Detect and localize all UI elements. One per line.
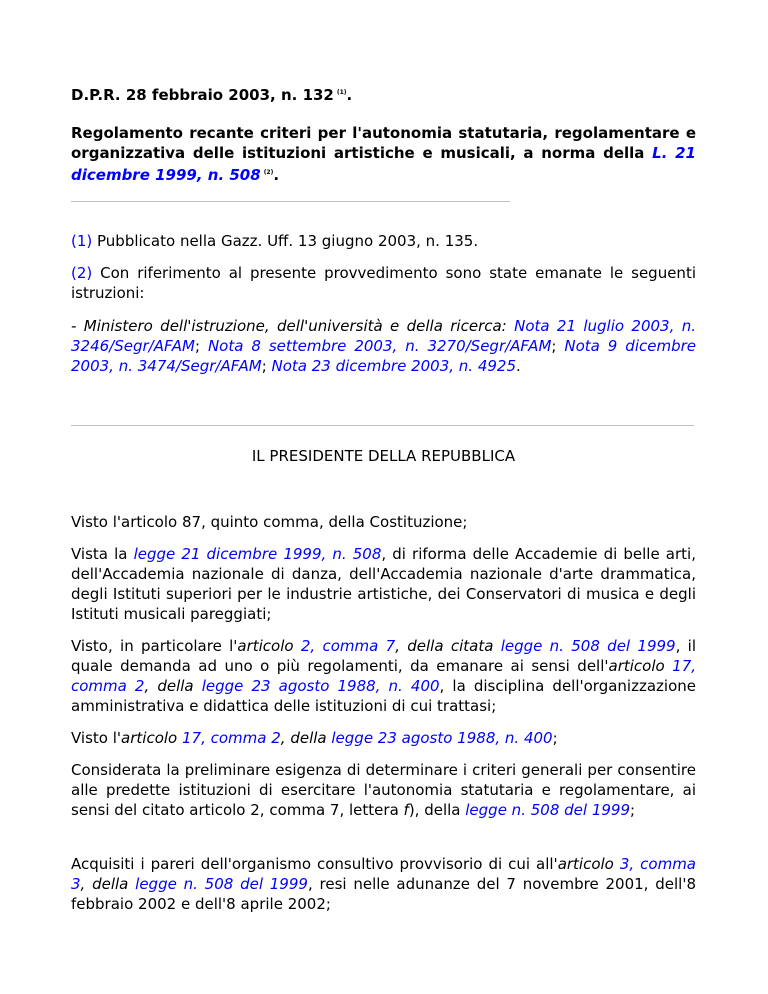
note-1: (1) Pubblicato nella Gazz. Uff. 13 giugno 2003, n. 135.: [71, 232, 479, 250]
footnote-ref-2[interactable]: (2): [263, 169, 274, 176]
paragraph-3: Visto, in particolare l'articolo 2, comma 7, della citata legge n. 508 del 1999, il quale demanda ad uno o più regolamenti, da emanare ai sensi dell'articolo 17, comma 2, della legge 23 agosto 1988, n. 400, la disciplina dell'organizzazione amministrativa e didattica delle istituzioni di cui trattasi;: [71, 637, 697, 715]
note-2-instructions: - Ministero dell'istruzione, dell'università e della ricerca: Nota 21 luglio 2003, n. 3246/Segr/AFAM; Nota 8 settembre 2003, n. 3270/Segr/AFAM; Nota 9 dicembre 2003, n. 3474/Segr/AFAM; Nota 23 dicembre 2003, n. 4925.: [71, 317, 696, 375]
p3-law-link-2[interactable]: legge 23 agosto 1988, n. 400: [201, 677, 440, 695]
note-2-marker[interactable]: (2): [71, 264, 93, 282]
p4-law-link[interactable]: legge 23 agosto 1988, n. 400: [331, 729, 553, 747]
note-2: (2) Con riferimento al presente provvedimento sono state emanate le seguenti istruzioni:: [71, 264, 696, 302]
law-link-l508[interactable]: L. 21 dicembre 1999, n. 508: [71, 144, 696, 184]
p2-law-link[interactable]: legge 21 dicembre 1999, n. 508: [133, 545, 382, 563]
document-title: D.P.R. 28 febbraio 2003, n. 132 $^{(1)}$.: [71, 86, 353, 104]
paragraph-4: Visto l'articolo 17, comma 2, della legge 23 agosto 1988, n. 400;: [71, 729, 558, 747]
nota-link-3[interactable]: Nota 9 dicembre 2003, n. 3474/Segr/AFAM: [71, 337, 696, 375]
nota-link-2[interactable]: Nota 8 settembre 2003, n. 3270/Segr/AFAM: [207, 337, 552, 355]
p4-article-link[interactable]: 17, comma 2: [182, 729, 281, 747]
document-subtitle: Regolamento recante criteri per l'autonomia statutaria, regolamentare e organizzativa delle istituzioni artistiche e musicali, a norma della L. 21 dicembre 1999, n. 508 $^{(2)}$.: [71, 124, 696, 184]
paragraph-6: Acquisiti i pareri dell'organismo consultivo provvisorio di cui all'articolo 3, comma 3, della legge n. 508 del 1999, resi nelle adunanze del 7 novembre 2001, dell'8 febbraio 2002 e dell'8 aprile 2002;: [71, 855, 696, 913]
p3-article-link-2[interactable]: 17, comma 2: [71, 657, 697, 695]
p3-law-link-1[interactable]: legge n. 508 del 1999: [500, 637, 676, 655]
p3-article-link-1[interactable]: 2, comma 7: [300, 637, 396, 655]
nota-link-4[interactable]: Nota 23 dicembre 2003, n. 4925: [271, 357, 516, 375]
p6-article-link[interactable]: 3, comma 3: [71, 855, 696, 893]
divider-top: [71, 201, 510, 202]
nota-link-1[interactable]: Nota 21 luglio 2003, n. 3246/Segr/AFAM: [71, 317, 696, 355]
section-heading: IL PRESIDENTE DELLA REPUBBLICA: [251, 447, 516, 465]
p5-law-link[interactable]: legge n. 508 del 1999: [465, 801, 630, 819]
p6-law-link[interactable]: legge n. 508 del 1999: [135, 875, 308, 893]
paragraph-5: Considerata la preliminare esigenza di determinare i criteri generali per consentire alle predette istituzioni di esercitare l'autonomia statutaria e regolamentare, ai sensi del citato articolo 2, comma 7, lettera f), della legge n. 508 del 1999;: [71, 761, 696, 819]
footnote-ref-1[interactable]: (1): [336, 89, 347, 96]
divider-middle: [71, 425, 694, 426]
paragraph-1: Visto l'articolo 87, quinto comma, della Costituzione;: [71, 513, 468, 531]
paragraph-2: Vista la legge 21 dicembre 1999, n. 508, di riforma delle Accademie di belle arti, dell'Accademia nazionale di danza, dell'Accademia nazionale d'arte drammatica, degli Istituti superiori per le industrie artistiche, dei Conservatori di musica e degli Istituti musicali pareggiati;: [71, 545, 696, 623]
note-1-marker[interactable]: (1): [71, 232, 93, 250]
